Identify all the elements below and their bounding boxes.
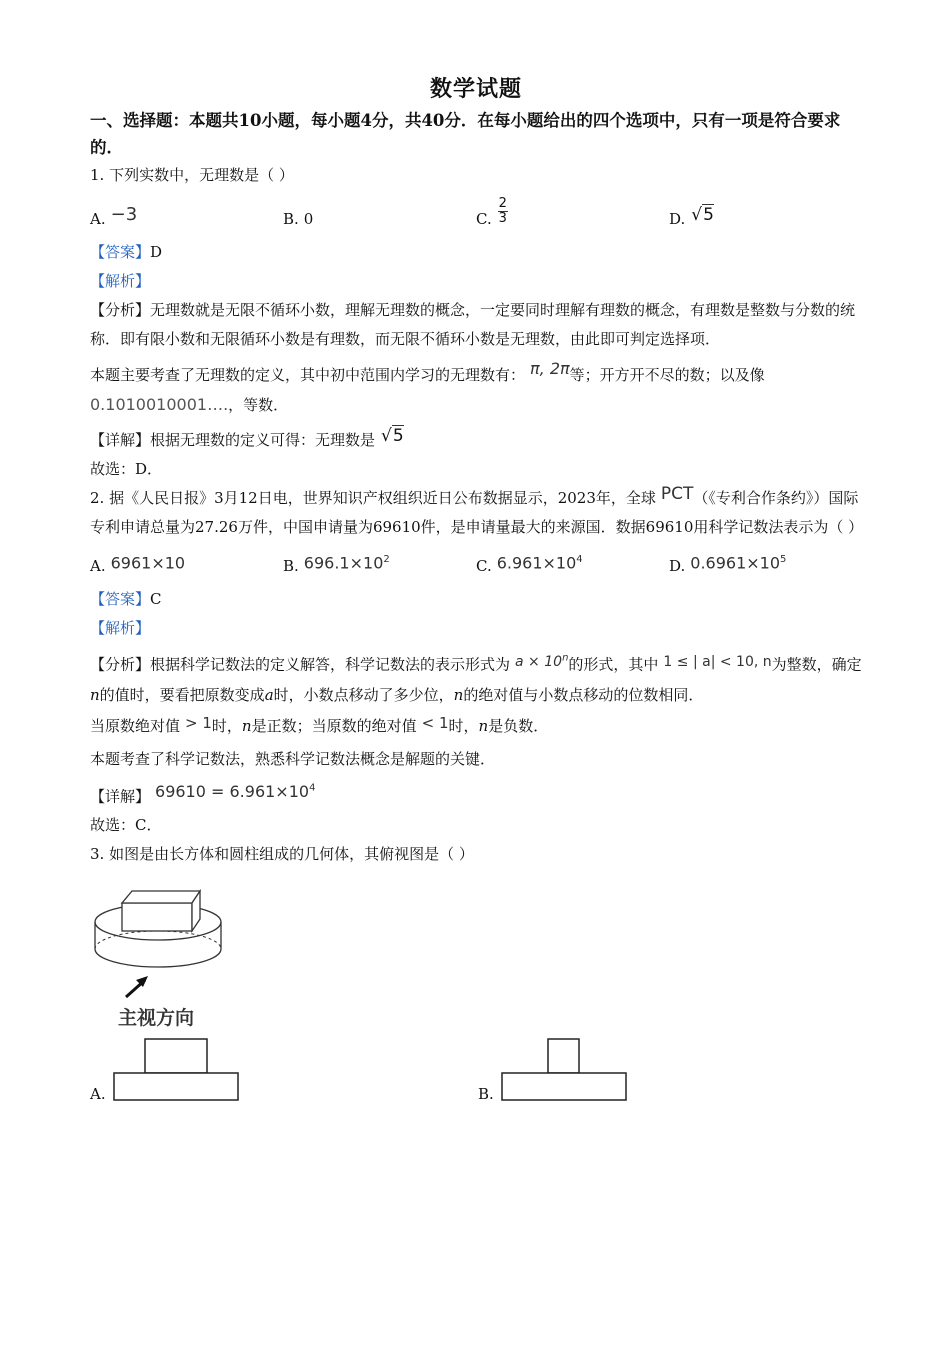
q1-stem: 1. 下列实数中，无理数是（ ） — [90, 166, 294, 184]
q1-note-example: 0.1010010001….，等数． — [90, 395, 289, 414]
q2-note: 本题考查了科学记数法，熟悉科学记数法概念是解题的关键． — [90, 749, 496, 768]
q1-options — [90, 196, 862, 234]
q1-note: 本题主要考查了无理数的定义，其中初中范围内学习的无理数有： π, 2π等；开方开不尽的数；以及像 — [90, 359, 765, 384]
q2-detail: 【详解】 $69610 = 6.961\times 10^4$ — [90, 782, 316, 806]
page-title: 数学试题 — [429, 76, 522, 102]
q2-choose: 故选：C． — [90, 816, 162, 835]
q1-option-d-sqrt: √5 — [691, 205, 714, 225]
q2-option-d[interactable]: D. $0.6961\times 10^5$ — [669, 553, 787, 576]
q1-option-a-math: −3 — [110, 204, 138, 225]
exam-page — [90, 72, 862, 1117]
q3-option-b[interactable]: B. — [478, 1037, 678, 1117]
q1-analysis: 【分析】无理数就是无限不循环小数，理解无理数的概念，一定要同时理解有理数的概念，有理数是整数与分数的统称．即有限小数和无限循环小数是有理数，而无限不循环小数是无理数，由此即可判定选择项． — [90, 301, 856, 348]
q1-option-b[interactable]: B. 0 — [283, 204, 476, 234]
q2-option-a[interactable]: A. 6961×10 — [90, 553, 186, 576]
q2-options — [90, 548, 862, 581]
top-view-a-diagram — [112, 1037, 242, 1107]
q1-option-c[interactable]: C. $\frac{2}{3}$ — [476, 196, 507, 228]
direction-label: 主视方向 — [118, 1007, 195, 1030]
q2-option-c[interactable]: C. $6.961\times 10^4$ — [476, 553, 583, 576]
q1-answer: 【答案】D — [90, 243, 163, 261]
q1-option-b-math: 0 — [303, 210, 314, 228]
q2-analysis-sign: 当原数绝对值 > 1时，n是正数；当原数的绝对值 < 1时，n是负数． — [90, 713, 549, 735]
q1-choose: 故选：D． — [90, 460, 163, 478]
q3-solid-figure — [90, 877, 862, 1037]
q2-analysis-head: 【解析】 — [90, 619, 151, 638]
q1-detail: 【详解】根据无理数的定义可得：无理数是 √5 — [90, 426, 404, 449]
q1-option-a[interactable]: A. −3 — [90, 204, 283, 234]
q2-analysis: 【分析】根据科学记数法的定义解答，科学记数法的表示形式为 $a \times 10^n$的形式，其中 1 ≤ | a| < 10, n为整数，确定n的值时，要看把原数变成a时，小数点移动了多少位，n的绝对值与小数点移动的位数相同． — [90, 652, 862, 704]
q2-answer: 【答案】C — [90, 590, 162, 609]
q3-options — [90, 1037, 862, 1117]
q3-stem: 3. 如图是由长方体和圆柱组成的几何体，其俯视图是（ ） — [90, 845, 474, 864]
q2-option-b[interactable]: B. $696.1\times 10^2$ — [283, 553, 390, 576]
q2-stem: 2. 据《人民日报》3月12日电，世界知识产权组织近日公布数据显示，2023年，全球 PCT（《专利合作条约》）国际专利申请总量为27.26万件，中国申请量为69610件，是申请量最大的来源国．数据69610用科学记数法表示为（ ） — [90, 484, 864, 536]
q1-option-d[interactable]: D. √5 — [669, 204, 862, 234]
q1-option-c-fraction: $\frac{2}{3}$ — [498, 196, 507, 226]
q1-analysis-head: 【解析】 — [90, 272, 151, 290]
section-heading: 一、选择题：本题共10小题，每小题4分，共40分．在每小题给出的四个选项中，只有一项是符合要求的． — [90, 111, 841, 157]
top-view-b-diagram — [500, 1037, 630, 1107]
q3-option-a[interactable]: A. — [90, 1037, 290, 1117]
